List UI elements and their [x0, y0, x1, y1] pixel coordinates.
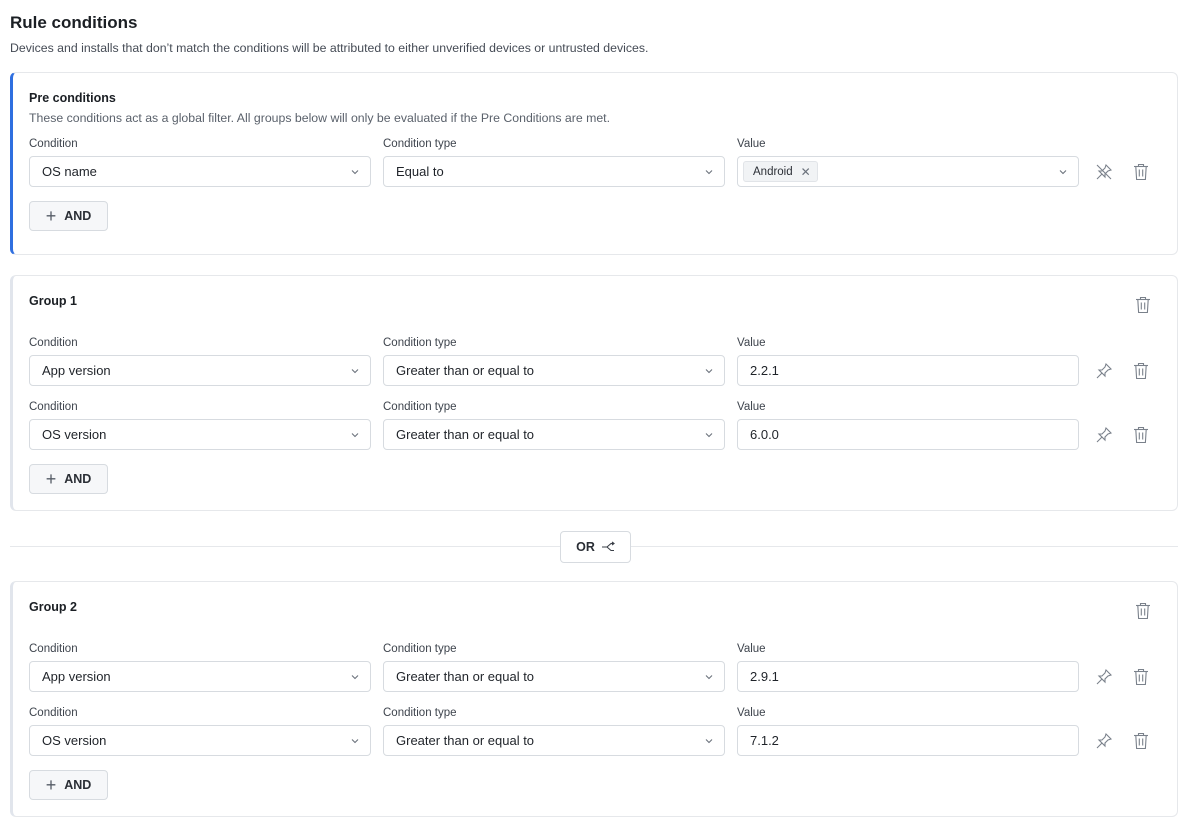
- value-input-text: 7.1.2: [750, 733, 779, 748]
- condition-label: Condition: [29, 643, 78, 655]
- value-column: [737, 642, 1079, 692]
- condition-type-select[interactable]: [383, 156, 725, 187]
- value-input-text: 6.0.0: [750, 427, 779, 442]
- and-button-label: AND: [64, 209, 92, 223]
- trash-icon[interactable]: [1130, 360, 1152, 382]
- chevron-down-icon: [350, 672, 360, 682]
- group-title: Group 1: [29, 294, 77, 308]
- condition-type-column: [383, 400, 725, 450]
- condition-type-column: [383, 642, 725, 692]
- condition-select-value: App version: [42, 363, 111, 378]
- value-input[interactable]: [737, 419, 1079, 450]
- page-title: Rule conditions: [10, 13, 138, 32]
- value-input-text: 2.9.1: [750, 669, 779, 684]
- condition-type-select-value: Equal to: [396, 164, 444, 179]
- value-label: Value: [737, 401, 766, 413]
- plus-icon: +: [45, 775, 57, 795]
- value-column: [737, 137, 1079, 187]
- plus-icon: +: [45, 206, 57, 226]
- condition-row: [29, 642, 1160, 692]
- add-or-group-button[interactable]: [560, 531, 631, 563]
- condition-select-value: OS name: [42, 164, 97, 179]
- value-label: Value: [737, 643, 766, 655]
- page-subtitle: Devices and installs that don’t match the conditions will be attributed to either unverified devices or untrusted devices.: [10, 41, 649, 55]
- add-and-condition-button[interactable]: [29, 201, 108, 231]
- condition-select-value: OS version: [42, 733, 107, 748]
- condition-type-select-value: Greater than or equal to: [396, 669, 535, 684]
- or-separator: [10, 511, 1178, 581]
- value-tags: [750, 161, 1058, 182]
- chevron-down-icon: [1058, 167, 1068, 177]
- and-button-label: AND: [64, 778, 92, 792]
- condition-type-select-value: Greater than or equal to: [396, 427, 535, 442]
- group-title: Group 2: [29, 600, 77, 614]
- chevron-down-icon: [350, 430, 360, 440]
- condition-column: [29, 642, 371, 692]
- and-row: [29, 464, 1160, 494]
- condition-row: [29, 706, 1160, 756]
- add-and-condition-button[interactable]: [29, 464, 108, 494]
- or-button-label: OR: [576, 540, 595, 554]
- value-input-text: 2.2.1: [750, 363, 779, 378]
- row-actions: [1093, 355, 1152, 386]
- chevron-down-icon: [350, 736, 360, 746]
- condition-group-2: [10, 581, 1178, 817]
- chevron-down-icon: [350, 366, 360, 376]
- chevron-down-icon: [704, 430, 714, 440]
- pre-conditions-card: [10, 72, 1178, 255]
- row-actions: [1093, 156, 1152, 187]
- value-column: [737, 706, 1079, 756]
- trash-icon[interactable]: [1135, 296, 1151, 314]
- condition-type-column: [383, 137, 725, 187]
- plus-icon: +: [45, 469, 57, 489]
- chevron-down-icon: [704, 736, 714, 746]
- condition-select[interactable]: [29, 661, 371, 692]
- condition-type-select-value: Greater than or equal to: [396, 363, 535, 378]
- condition-type-select-value: Greater than or equal to: [396, 733, 535, 748]
- and-button-label: AND: [64, 472, 92, 486]
- value-tag: [743, 161, 818, 182]
- condition-label: Condition: [29, 707, 78, 719]
- value-multiselect[interactable]: [737, 156, 1079, 187]
- condition-select-value: App version: [42, 669, 111, 684]
- chevron-down-icon: [704, 366, 714, 376]
- pre-conditions-title: Pre conditions: [29, 91, 116, 105]
- value-column: [737, 400, 1079, 450]
- trash-icon[interactable]: [1135, 602, 1151, 620]
- condition-select-value: OS version: [42, 427, 107, 442]
- condition-type-select[interactable]: [383, 355, 725, 386]
- value-input[interactable]: [737, 661, 1079, 692]
- add-and-condition-button[interactable]: [29, 770, 108, 800]
- value-column: [737, 336, 1079, 386]
- row-actions: [1093, 725, 1152, 756]
- chevron-down-icon: [704, 167, 714, 177]
- condition-select[interactable]: [29, 355, 371, 386]
- value-input[interactable]: [737, 725, 1079, 756]
- pre-conditions-description: These conditions act as a global filter. All groups below will only be evaluated if the Pre Conditions are met.: [29, 111, 611, 125]
- split-arrows-icon: [601, 541, 615, 553]
- condition-row: [29, 336, 1160, 386]
- pin-icon[interactable]: [1093, 666, 1115, 688]
- trash-icon[interactable]: [1130, 161, 1152, 183]
- value-input[interactable]: [737, 355, 1079, 386]
- and-row: [29, 770, 1160, 800]
- condition-column: [29, 400, 371, 450]
- condition-label: Condition: [29, 337, 78, 349]
- row-actions: [1093, 661, 1152, 692]
- condition-label: Condition: [29, 401, 78, 413]
- value-label: Value: [737, 138, 766, 150]
- chevron-down-icon: [350, 167, 360, 177]
- condition-group-1: [10, 275, 1178, 511]
- trash-icon[interactable]: [1130, 424, 1152, 446]
- condition-type-label: Condition type: [383, 707, 457, 719]
- condition-type-select[interactable]: [383, 725, 725, 756]
- condition-label: Condition: [29, 138, 78, 150]
- condition-type-label: Condition type: [383, 643, 457, 655]
- pin-icon[interactable]: [1093, 424, 1115, 446]
- value-label: Value: [737, 337, 766, 349]
- row-actions: [1093, 419, 1152, 450]
- trash-icon[interactable]: [1130, 730, 1152, 752]
- condition-row: [29, 137, 1160, 187]
- unpin-icon[interactable]: [1093, 161, 1115, 183]
- condition-column: [29, 336, 371, 386]
- condition-select[interactable]: [29, 419, 371, 450]
- condition-type-column: [383, 706, 725, 756]
- condition-type-label: Condition type: [383, 138, 457, 150]
- condition-column: [29, 137, 371, 187]
- and-row: [29, 201, 1160, 231]
- condition-type-label: Condition type: [383, 401, 457, 413]
- condition-type-select[interactable]: [383, 661, 725, 692]
- pin-icon[interactable]: [1093, 360, 1115, 382]
- condition-type-column: [383, 336, 725, 386]
- condition-column: [29, 706, 371, 756]
- chevron-down-icon: [704, 672, 714, 682]
- condition-type-select[interactable]: [383, 419, 725, 450]
- close-icon[interactable]: ✕: [800, 164, 811, 179]
- condition-type-label: Condition type: [383, 337, 457, 349]
- condition-select[interactable]: [29, 725, 371, 756]
- value-label: Value: [737, 707, 766, 719]
- condition-row: [29, 400, 1160, 450]
- trash-icon[interactable]: [1130, 666, 1152, 688]
- value-tag-label: Android: [753, 165, 793, 178]
- pin-icon[interactable]: [1093, 730, 1115, 752]
- condition-select[interactable]: [29, 156, 371, 187]
